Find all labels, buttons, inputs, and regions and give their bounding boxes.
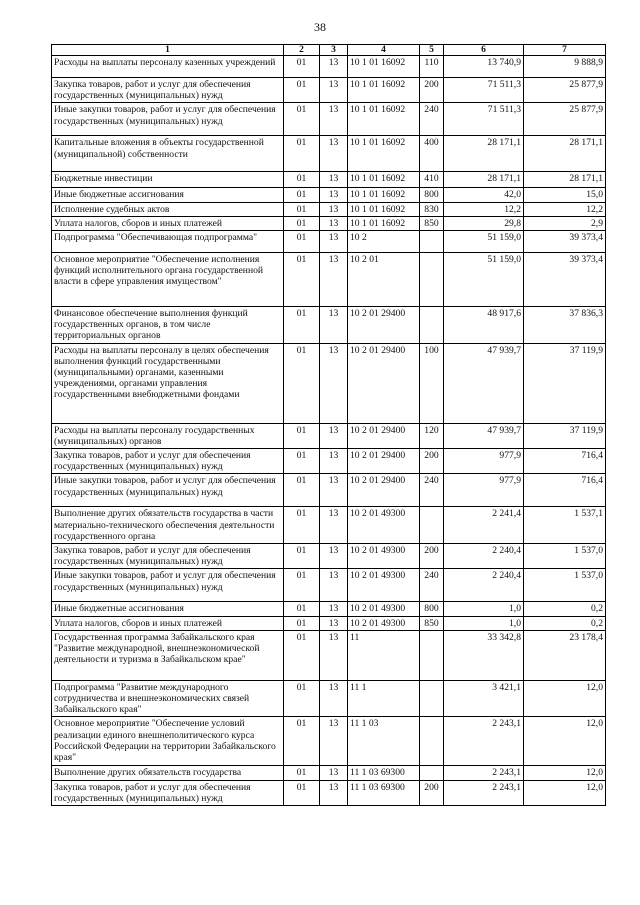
- table-row: [52, 630, 606, 680]
- amount-year2-cell: 12,2: [524, 202, 606, 216]
- ministry-code-cell: 01: [284, 602, 320, 616]
- expense-type-cell: 200: [420, 780, 444, 805]
- amount-year2-cell: 39 373,4: [524, 253, 606, 307]
- amount-year2-cell: 716,4: [524, 449, 606, 474]
- row-name-cell: Иные закупки товаров, работ и услуг для обеспечения государственных (муниципальных) нужд: [52, 569, 284, 602]
- target-article-cell: 10 2 01: [348, 253, 420, 307]
- ministry-code-cell: 01: [284, 307, 320, 344]
- target-article-cell: 10 1 01 16092: [348, 103, 420, 136]
- row-name-cell: Расходы на выплаты персоналу казенных учреждений: [52, 56, 284, 78]
- table-row: [52, 507, 606, 544]
- ministry-code-cell: 01: [284, 343, 320, 423]
- expense-type-cell: 110: [420, 56, 444, 78]
- expense-type-cell: [420, 507, 444, 544]
- amount-year1-cell: 977,9: [444, 449, 524, 474]
- amount-year1-cell: 28 171,1: [444, 172, 524, 188]
- section-code-cell: 13: [320, 307, 348, 344]
- table-row: [52, 616, 606, 630]
- ministry-code-cell: 01: [284, 253, 320, 307]
- column-header: 2: [284, 45, 320, 56]
- table-row: [52, 423, 606, 448]
- amount-year1-cell: 1,0: [444, 616, 524, 630]
- section-code-cell: 13: [320, 780, 348, 805]
- table-row: [52, 766, 606, 780]
- amount-year1-cell: 2 243,1: [444, 780, 524, 805]
- amount-year1-cell: 3 421,1: [444, 680, 524, 717]
- section-code-cell: 13: [320, 188, 348, 202]
- section-code-cell: 13: [320, 136, 348, 172]
- table-row: [52, 231, 606, 253]
- expense-type-cell: 200: [420, 449, 444, 474]
- amount-year1-cell: 48 917,6: [444, 307, 524, 344]
- column-header: 1: [52, 45, 284, 56]
- section-code-cell: 13: [320, 630, 348, 680]
- target-article-cell: 10 2 01 49300: [348, 602, 420, 616]
- ministry-code-cell: 01: [284, 103, 320, 136]
- expense-type-cell: 850: [420, 616, 444, 630]
- row-name-cell: Закупка товаров, работ и услуг для обеспечения государственных (муниципальных) нужд: [52, 544, 284, 569]
- row-name-cell: Закупка товаров, работ и услуг для обеспечения государственных (муниципальных) нужд: [52, 780, 284, 805]
- amount-year2-cell: 12,0: [524, 717, 606, 766]
- amount-year2-cell: 39 373,4: [524, 231, 606, 253]
- section-code-cell: 13: [320, 569, 348, 602]
- amount-year1-cell: 42,0: [444, 188, 524, 202]
- expense-type-cell: 410: [420, 172, 444, 188]
- expense-type-cell: 120: [420, 423, 444, 448]
- target-article-cell: 11: [348, 630, 420, 680]
- expense-type-cell: 830: [420, 202, 444, 216]
- amount-year2-cell: 1 537,0: [524, 569, 606, 602]
- target-article-cell: 10 1 01 16092: [348, 188, 420, 202]
- expense-type-cell: 800: [420, 602, 444, 616]
- ministry-code-cell: 01: [284, 569, 320, 602]
- target-article-cell: 10 2 01 29400: [348, 307, 420, 344]
- section-code-cell: 13: [320, 544, 348, 569]
- amount-year2-cell: 37 836,3: [524, 307, 606, 344]
- table-row: [52, 216, 606, 230]
- section-code-cell: 13: [320, 202, 348, 216]
- target-article-cell: 11 1: [348, 680, 420, 717]
- expense-type-cell: 240: [420, 569, 444, 602]
- amount-year2-cell: 1 537,0: [524, 544, 606, 569]
- target-article-cell: 10 1 01 16092: [348, 78, 420, 103]
- amount-year2-cell: 2,9: [524, 216, 606, 230]
- section-code-cell: 13: [320, 423, 348, 448]
- table-row: [52, 103, 606, 136]
- expense-type-cell: [420, 680, 444, 717]
- amount-year1-cell: 71 511,3: [444, 103, 524, 136]
- table-row: [52, 602, 606, 616]
- column-header: 7: [524, 45, 606, 56]
- ministry-code-cell: 01: [284, 766, 320, 780]
- amount-year2-cell: 23 178,4: [524, 630, 606, 680]
- amount-year1-cell: 2 243,1: [444, 766, 524, 780]
- amount-year1-cell: 71 511,3: [444, 78, 524, 103]
- row-name-cell: Государственная программа Забайкальского края "Развитие международной, внешнеэкономической деятельности и туризма в Забайкальском крае": [52, 630, 284, 680]
- expense-type-cell: 240: [420, 103, 444, 136]
- section-code-cell: 13: [320, 253, 348, 307]
- amount-year2-cell: 12,0: [524, 680, 606, 717]
- target-article-cell: 10 2 01 49300: [348, 507, 420, 544]
- amount-year1-cell: 29,8: [444, 216, 524, 230]
- amount-year1-cell: 2 241,4: [444, 507, 524, 544]
- row-name-cell: Уплата налогов, сборов и иных платежей: [52, 616, 284, 630]
- target-article-cell: 10 1 01 16092: [348, 172, 420, 188]
- ministry-code-cell: 01: [284, 630, 320, 680]
- row-name-cell: Капитальные вложения в объекты государственной (муниципальной) собственности: [52, 136, 284, 172]
- table-row: [52, 307, 606, 344]
- row-name-cell: Иные бюджетные ассигнования: [52, 602, 284, 616]
- ministry-code-cell: 01: [284, 172, 320, 188]
- column-header: 6: [444, 45, 524, 56]
- column-header: 3: [320, 45, 348, 56]
- amount-year2-cell: 12,0: [524, 780, 606, 805]
- section-code-cell: 13: [320, 56, 348, 78]
- target-article-cell: 10 2 01 49300: [348, 569, 420, 602]
- amount-year1-cell: 28 171,1: [444, 136, 524, 172]
- expense-type-cell: 100: [420, 343, 444, 423]
- row-name-cell: Расходы на выплаты персоналу государственных (муниципальных) органов: [52, 423, 284, 448]
- row-name-cell: Иные закупки товаров, работ и услуг для обеспечения государственных (муниципальных) нужд: [52, 103, 284, 136]
- table-body: [52, 56, 606, 806]
- ministry-code-cell: 01: [284, 507, 320, 544]
- target-article-cell: 10 2: [348, 231, 420, 253]
- section-code-cell: 13: [320, 216, 348, 230]
- ministry-code-cell: 01: [284, 231, 320, 253]
- target-article-cell: 10 2 01 49300: [348, 616, 420, 630]
- column-header: 5: [420, 45, 444, 56]
- expense-type-cell: [420, 253, 444, 307]
- row-name-cell: Бюджетные инвестиции: [52, 172, 284, 188]
- ministry-code-cell: 01: [284, 449, 320, 474]
- section-code-cell: 13: [320, 343, 348, 423]
- target-article-cell: 10 2 01 49300: [348, 544, 420, 569]
- expense-type-cell: 850: [420, 216, 444, 230]
- amount-year2-cell: 25 877,9: [524, 78, 606, 103]
- amount-year1-cell: 47 939,7: [444, 423, 524, 448]
- row-name-cell: Закупка товаров, работ и услуг для обеспечения государственных (муниципальных) нужд: [52, 78, 284, 103]
- target-article-cell: 10 2 01 29400: [348, 449, 420, 474]
- column-header: 4: [348, 45, 420, 56]
- section-code-cell: 13: [320, 474, 348, 507]
- table-row: [52, 78, 606, 103]
- amount-year1-cell: 2 243,1: [444, 717, 524, 766]
- row-name-cell: Финансовое обеспечение выполнения функций государственных органов, в том числе территориальных органов: [52, 307, 284, 344]
- amount-year2-cell: 9 888,9: [524, 56, 606, 78]
- section-code-cell: 13: [320, 680, 348, 717]
- amount-year2-cell: 12,0: [524, 766, 606, 780]
- table-row: [52, 449, 606, 474]
- ministry-code-cell: 01: [284, 680, 320, 717]
- table-row: [52, 253, 606, 307]
- row-name-cell: Основное мероприятие "Обеспечение условий реализации единого внешнеполитического курса Российской Федерации на территории Забайкальского края": [52, 717, 284, 766]
- section-code-cell: 13: [320, 507, 348, 544]
- expense-type-cell: [420, 630, 444, 680]
- ministry-code-cell: 01: [284, 423, 320, 448]
- amount-year2-cell: 0,2: [524, 616, 606, 630]
- ministry-code-cell: 01: [284, 188, 320, 202]
- expense-type-cell: 400: [420, 136, 444, 172]
- ministry-code-cell: 01: [284, 717, 320, 766]
- row-name-cell: Расходы на выплаты персоналу в целях обеспечения выполнения функций государственными (муниципальными) органами, казенными учреждениями, органами управления государственными внебюджетными фондами: [52, 343, 284, 423]
- amount-year1-cell: 977,9: [444, 474, 524, 507]
- row-name-cell: Уплата налогов, сборов и иных платежей: [52, 216, 284, 230]
- row-name-cell: Подпрограмма "Развитие международного сотрудничества и внешнеэкономических связей Забайкальского края": [52, 680, 284, 717]
- table-row: [52, 172, 606, 188]
- expense-type-cell: [420, 717, 444, 766]
- table-header-row: [52, 45, 606, 56]
- row-name-cell: Иные бюджетные ассигнования: [52, 188, 284, 202]
- amount-year2-cell: 15,0: [524, 188, 606, 202]
- row-name-cell: Исполнение судебных актов: [52, 202, 284, 216]
- section-code-cell: 13: [320, 103, 348, 136]
- amount-year1-cell: 47 939,7: [444, 343, 524, 423]
- section-code-cell: 13: [320, 78, 348, 103]
- page-number: 38: [314, 20, 326, 34]
- section-code-cell: 13: [320, 231, 348, 253]
- amount-year2-cell: 0,2: [524, 602, 606, 616]
- amount-year2-cell: 716,4: [524, 474, 606, 507]
- ministry-code-cell: 01: [284, 56, 320, 78]
- section-code-cell: 13: [320, 766, 348, 780]
- target-article-cell: 10 1 01 16092: [348, 136, 420, 172]
- ministry-code-cell: 01: [284, 216, 320, 230]
- table-row: [52, 136, 606, 172]
- ministry-code-cell: 01: [284, 616, 320, 630]
- expense-type-cell: [420, 231, 444, 253]
- target-article-cell: 10 2 01 29400: [348, 474, 420, 507]
- amount-year2-cell: 37 119,9: [524, 423, 606, 448]
- target-article-cell: 10 1 01 16092: [348, 216, 420, 230]
- table-row: [52, 780, 606, 805]
- amount-year2-cell: 25 877,9: [524, 103, 606, 136]
- table-row: [52, 474, 606, 507]
- ministry-code-cell: 01: [284, 78, 320, 103]
- table-row: [52, 56, 606, 78]
- ministry-code-cell: 01: [284, 780, 320, 805]
- expense-type-cell: 800: [420, 188, 444, 202]
- section-code-cell: 13: [320, 172, 348, 188]
- section-code-cell: 13: [320, 717, 348, 766]
- budget-table: [51, 44, 606, 806]
- target-article-cell: 10 1 01 16092: [348, 56, 420, 78]
- expense-type-cell: 240: [420, 474, 444, 507]
- row-name-cell: Закупка товаров, работ и услуг для обеспечения государственных (муниципальных) нужд: [52, 449, 284, 474]
- section-code-cell: 13: [320, 449, 348, 474]
- expense-type-cell: 200: [420, 78, 444, 103]
- amount-year1-cell: 33 342,8: [444, 630, 524, 680]
- amount-year2-cell: 28 171,1: [524, 172, 606, 188]
- target-article-cell: 10 1 01 16092: [348, 202, 420, 216]
- row-name-cell: Иные закупки товаров, работ и услуг для обеспечения государственных (муниципальных) нужд: [52, 474, 284, 507]
- amount-year1-cell: 1,0: [444, 602, 524, 616]
- target-article-cell: 11 1 03 69300: [348, 780, 420, 805]
- amount-year1-cell: 2 240,4: [444, 569, 524, 602]
- table-row: [52, 680, 606, 717]
- target-article-cell: 10 2 01 29400: [348, 423, 420, 448]
- row-name-cell: Выполнение других обязательств государства: [52, 766, 284, 780]
- ministry-code-cell: 01: [284, 474, 320, 507]
- row-name-cell: Основное мероприятие "Обеспечение исполнения функций исполнительного органа государственной власти в сфере управления имуществом": [52, 253, 284, 307]
- section-code-cell: 13: [320, 602, 348, 616]
- amount-year1-cell: 13 740,9: [444, 56, 524, 78]
- target-article-cell: 11 1 03: [348, 717, 420, 766]
- row-name-cell: Подпрограмма "Обеспечивающая подпрограмма": [52, 231, 284, 253]
- row-name-cell: Выполнение других обязательств государства в части материально-технического обеспечения деятельности государственного органа: [52, 507, 284, 544]
- ministry-code-cell: 01: [284, 544, 320, 569]
- ministry-code-cell: 01: [284, 202, 320, 216]
- section-code-cell: 13: [320, 616, 348, 630]
- ministry-code-cell: 01: [284, 136, 320, 172]
- table-row: [52, 188, 606, 202]
- table-row: [52, 343, 606, 423]
- expense-type-cell: [420, 766, 444, 780]
- amount-year1-cell: 12,2: [444, 202, 524, 216]
- table-row: [52, 569, 606, 602]
- target-article-cell: 10 2 01 29400: [348, 343, 420, 423]
- amount-year1-cell: 51 159,0: [444, 231, 524, 253]
- amount-year1-cell: 2 240,4: [444, 544, 524, 569]
- expense-type-cell: 200: [420, 544, 444, 569]
- table-row: [52, 202, 606, 216]
- expense-type-cell: [420, 307, 444, 344]
- table-row: [52, 717, 606, 766]
- target-article-cell: 11 1 03 69300: [348, 766, 420, 780]
- amount-year2-cell: 1 537,1: [524, 507, 606, 544]
- amount-year2-cell: 28 171,1: [524, 136, 606, 172]
- amount-year1-cell: 51 159,0: [444, 253, 524, 307]
- table-row: [52, 544, 606, 569]
- amount-year2-cell: 37 119,9: [524, 343, 606, 423]
